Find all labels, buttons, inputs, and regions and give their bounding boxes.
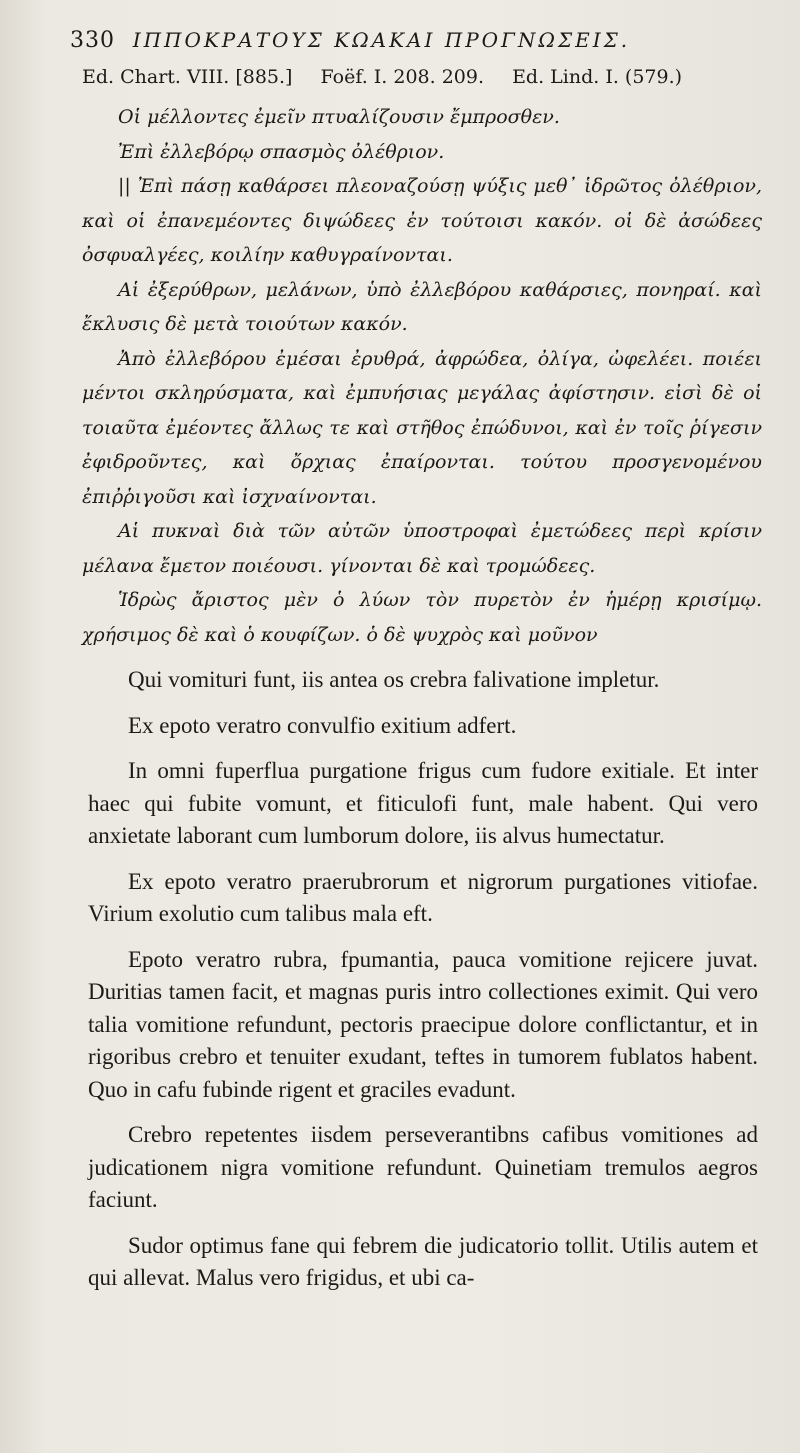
greek-text <box>82 100 762 652</box>
latin-paragraph: Crebro repetentes iisdem perseverantibns cafibus vomitiones ad judicationem nigra vomitione refundunt. Quinetiam tremulos aegros faciunt. <box>88 1122 758 1212</box>
latin-paragraph: Qui vomituri funt, iis antea os crebra falivatione impletur. <box>128 667 660 692</box>
running-header <box>70 28 790 53</box>
greek-paragraph: Οἱ μέλλοντες ἐμεῖν πτυαλίζουσιν ἔμπροσθεν. <box>118 106 560 128</box>
latin-paragraph: Ex epoto veratro convulfio exitium adfert. <box>128 712 517 738</box>
greek-paragraph: Ἀπὸ ἐλλεβόρου ἐμέσαι ἐρυθρά, ἀφρώδεα, ὀλίγα, ὠφελέει. ποιέει μέντοι σκληρύσματα, καὶ ἐμπυήσιας μεγάλας ἀφίστησιν. εἰσὶ δὲ οἱ τοιαῦτα ἐμέοντες ἄλλως τε καὶ στῆθος ἐπώδυνοι, καὶ ἐν τοῖς ῥίγεσιν ἐφιδροῦντες, καὶ ὄρχιας ἐπαίρονται. τούτου προσγενομένου ἐπιῤῥιγοῦσι καὶ ἰσχναίνονται. <box>82 347 762 508</box>
latin-translation <box>88 664 758 1308</box>
page-number: 330 <box>70 28 115 53</box>
greek-paragraph: Ἐπὶ ἐλλεβόρῳ σπασμὸς ὀλέθριον. <box>118 140 445 163</box>
latin-paragraph: Ex epoto veratro praerubrorum et nigrorum purgationes vitiofae. Virium exolutio cum talibus mala eft. <box>88 868 758 926</box>
latin-paragraph: Sudor optimus fane qui febrem die judicatorio tollit. Utilis autem et qui allevat. Malus vero frigidus, et ubi ca- <box>88 1232 758 1290</box>
running-title: ΙΠΠΟΚΡΑΤΟΥΣ ΚΩΑΚΑΙ ΠΡΟΓΝΩΣΕΙΣ. <box>132 28 631 52</box>
latin-paragraph: Epoto veratro rubra, fpumantia, pauca vomitione rejicere juvat. Duritias tamen facit, et magnas puris intro collectiones eximit. Qui vero talia vomitione refundunt, pectoris praecipue dolore conflictantur, et in rigoribus crebro et tenuiter exudant, teftes in tumorem fublatos habent. Quo in cafu fubinde rigent et graciles evadunt. <box>88 946 758 1102</box>
greek-paragraph: Αἱ πυκναὶ διὰ τῶν αὐτῶν ὑποστροφαὶ ἐμετώδεες περὶ κρίσιν μέλανα ἔμετον ποιέουσι. γίνονται δὲ καὶ τρομώδεες. <box>82 520 762 577</box>
edition-foes: Foëf. I. 208. 209. <box>320 66 485 88</box>
greek-paragraph: || Ἐπὶ πάσῃ καθάρσει πλεοναζούσῃ ψύξις μεθ᾽ ἱδρῶτος ὀλέθριον, καὶ οἱ ἐπανεμέοντες διψώδεες ἐν τούτοισι κακόν. οἱ δὲ ἀσώδεες ὀσφυαλγέες, κοιλίην καθυγραίνονται. <box>82 175 762 266</box>
greek-paragraph: Ἱδρὼς ἄριστος μὲν ὁ λύων τὸν πυρετὸν ἐν ἡμέρῃ κρισίμῳ. χρήσιμος δὲ καὶ ὁ κουφίζων. ὁ δὲ ψυχρὸς καὶ μοῦνον <box>82 589 762 646</box>
edition-lind: Ed. Lind. I. (579.) <box>512 66 683 88</box>
edition-references <box>82 66 704 88</box>
latin-paragraph: In omni fuperflua purgatione frigus cum fudore exitiale. Et inter haec qui fubite vomunt, et fiticulofi funt, male habent. Qui vero anxietate laborant cum lumborum dolore, iis alvus humectatur. <box>88 758 758 848</box>
greek-paragraph: Αἱ ἐξερύθρων, μελάνων, ὑπὸ ἐλλεβόρου καθάρσιες, πονηραί. καὶ ἔκλυσις δὲ μετὰ τοιούτων κακόν. <box>82 278 762 335</box>
edition-chart: Ed. Chart. VIII. [885.] <box>82 66 293 88</box>
